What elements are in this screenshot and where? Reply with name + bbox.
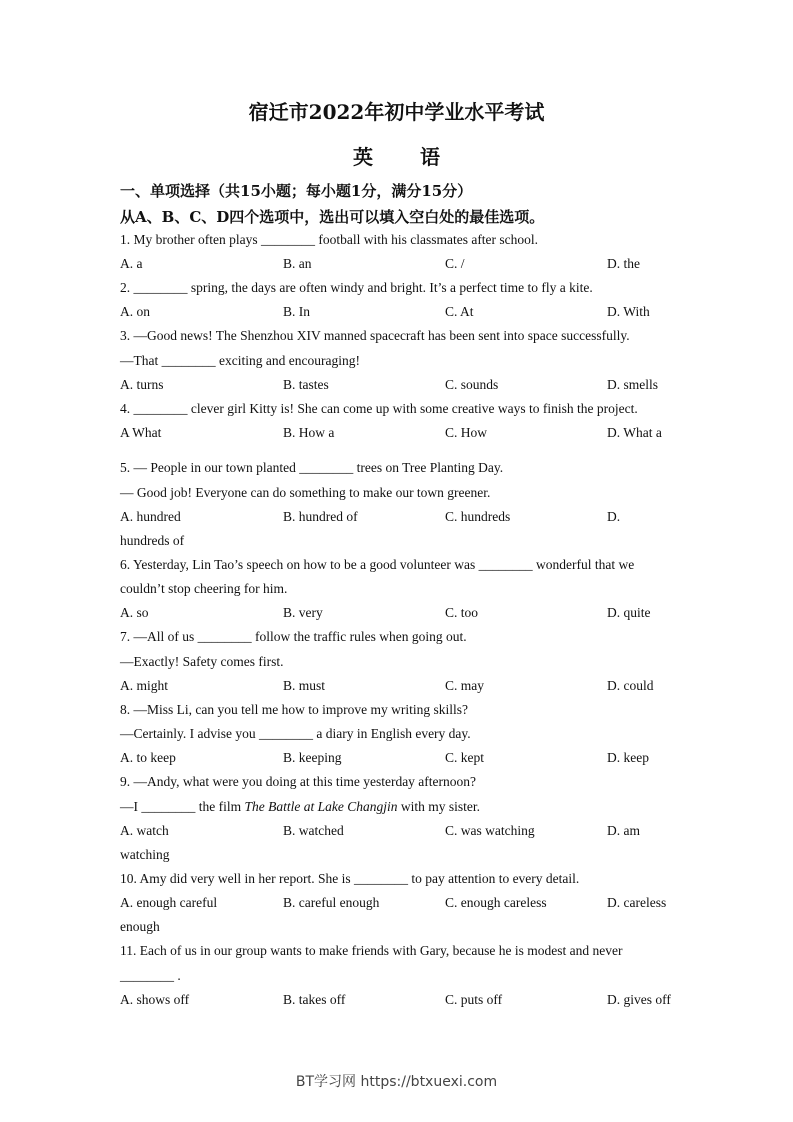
option-a: A. enough careful [120, 895, 218, 910]
option-a: A. on [120, 304, 150, 319]
question-stem: 9. —Andy, what were you doing at this time yesterday afternoon? [120, 774, 477, 789]
option-b: B. very [283, 605, 323, 620]
option-d: D. gives off [607, 992, 671, 1007]
option-a: A. shows off [120, 992, 190, 1007]
question-stem-line2: ________ . [120, 968, 181, 983]
question-stem-line2: —Exactly! Safety comes first. [120, 654, 284, 669]
option-b: B. keeping [283, 750, 342, 765]
option-a: A. to keep [120, 750, 176, 765]
question-stem-line2 [120, 799, 480, 815]
option-c: C. was watching [445, 823, 535, 838]
option-a: A. so [120, 605, 149, 620]
question-stem-line2: —That ________ exciting and encouraging! [120, 353, 360, 368]
question-stem: 11. Each of us in our group wants to make friends with Gary, because he is modest and never [120, 943, 623, 958]
question-stem: 6. Yesterday, Lin Tao’s speech on how to be a good volunteer was ________ wonderful that we [120, 557, 635, 572]
option-c: C. may [445, 678, 484, 693]
section-instruction: 从A、B、C、D四个选项中，选出可以填入空白处的最佳选项。 [120, 208, 545, 226]
option-b: B. takes off [283, 992, 346, 1007]
option-b: B. How a [283, 425, 335, 440]
option-c: C. / [445, 256, 465, 271]
subject-title: 英 语 [353, 145, 460, 169]
option-d: D. [607, 509, 621, 524]
option-d: D. smells [607, 377, 659, 392]
option-d: D. the [607, 256, 640, 271]
option-c: C. sounds [445, 377, 499, 392]
option-b: B. In [283, 304, 310, 319]
option-c: C. At [445, 304, 474, 319]
option-d: D. could [607, 678, 654, 693]
option-d: D. What a [607, 425, 662, 440]
stem-text: —I ________ the film [120, 799, 245, 814]
option-a: A What [120, 425, 162, 440]
option-d: D. am [607, 823, 640, 838]
question-stem: 2. ________ spring, the days are often windy and bright. It’s a perfect time to fly a kite. [120, 280, 593, 295]
option-b: B. must [283, 678, 326, 693]
option-c: C. kept [445, 750, 484, 765]
option-a: A. might [120, 678, 169, 693]
option-c: C. puts off [445, 992, 503, 1007]
question-stem: 5. — People in our town planted ________ trees on Tree Planting Day. [120, 460, 504, 475]
option-c: C. How [445, 425, 488, 440]
exam-title: 宿迁市2022年初中学业水平考试 [248, 100, 545, 124]
option-b: B. hundred of [283, 509, 358, 524]
option-d-continuation: watching [120, 847, 170, 862]
question-stem: 8. —Miss Li, can you tell me how to improve my writing skills? [120, 702, 468, 717]
option-d: D. keep [607, 750, 649, 765]
question-stem: 7. —All of us ________ follow the traffic rules when going out. [120, 629, 467, 644]
option-d: D. careless [607, 895, 667, 910]
question-stem: 3. —Good news! The Shenzhou XIV manned spacecraft has been sent into space successfully. [120, 328, 630, 343]
option-b: B. an [283, 256, 312, 271]
option-b: B. careful enough [283, 895, 380, 910]
stem-text: with my sister. [397, 799, 481, 814]
option-b: B. tastes [283, 377, 329, 392]
film-title: The Battle at Lake Changjin [244, 799, 398, 814]
question-stem: 4. ________ clever girl Kitty is! She can come up with some creative ways to finish the project. [120, 401, 638, 416]
footer-watermark: BT学习网 https://btxuexi.com [295, 1074, 498, 1090]
option-a: A. a [120, 256, 143, 271]
question-stem-line2: —Certainly. I advise you ________ a diary in English every day. [120, 726, 471, 741]
question-stem: 10. Amy did very well in her report. She is ________ to pay attention to every detail. [120, 871, 580, 886]
option-a: A. watch [120, 823, 169, 838]
option-d: D. quite [607, 605, 651, 620]
option-a: A. hundred [120, 509, 181, 524]
option-c: C. enough careless [445, 895, 547, 910]
option-d: D. With [607, 304, 650, 319]
option-d-continuation: enough [120, 919, 160, 934]
question-stem: 1. My brother often plays ________ football with his classmates after school. [120, 232, 539, 247]
option-b: B. watched [283, 823, 344, 838]
option-c: C. too [445, 605, 479, 620]
option-c: C. hundreds [445, 509, 511, 524]
section-heading: 一、单项选择（共15小题；每小题1分，满分15分） [120, 182, 473, 200]
option-a: A. turns [120, 377, 164, 392]
question-stem-line2: — Good job! Everyone can do something to make our town greener. [120, 485, 491, 500]
question-stem-line2: couldn’t stop cheering for him. [120, 581, 288, 596]
option-d-continuation: hundreds of [120, 533, 185, 548]
